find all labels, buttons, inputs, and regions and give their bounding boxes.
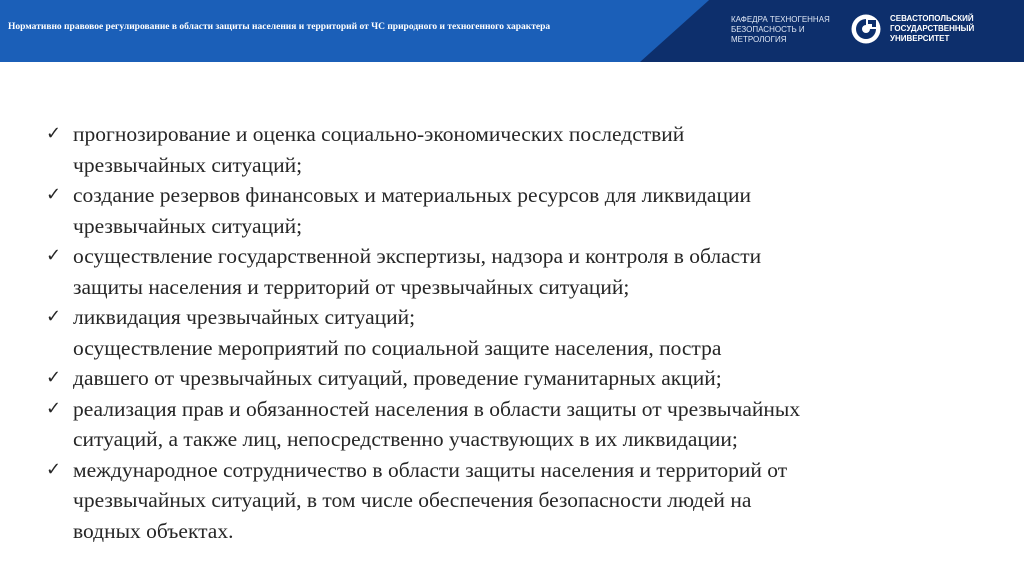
list-item-line: давшего от чрезвычайных ситуаций, проведение гуманитарных акций; — [73, 366, 722, 390]
list-item — [46, 455, 1006, 547]
department-line: КАФЕДРА ТЕХНОГЕННАЯ — [731, 15, 830, 24]
checkmark-icon: ✓ — [46, 306, 62, 327]
department-name — [731, 15, 830, 45]
list-item-text — [73, 394, 1006, 455]
department-line: БЕЗОПАСНОСТЬ И — [731, 25, 805, 34]
list-item-text — [73, 241, 1006, 302]
list-item-text — [73, 455, 1006, 547]
list-item-line: прогнозирование и оценка социально-экономических последствий — [73, 122, 685, 146]
checkmark-icon: ✓ — [46, 367, 62, 388]
checkmark-icon: ✓ — [46, 245, 62, 266]
list-item-text — [73, 119, 1006, 180]
list-item-line: чрезвычайных ситуаций; — [73, 152, 303, 177]
list-item-line: осуществление мероприятий по социальной защите населения, постра — [73, 335, 722, 360]
checkmark-icon: ✓ — [46, 397, 62, 419]
university-line: ГОСУДАРСТВЕННЫЙ — [890, 24, 975, 33]
header-title: Нормативно правовое регулирование в области защиты населения и территорий от ЧС природного и техногенного характера — [8, 22, 551, 32]
department-line: МЕТРОЛОГИЯ — [731, 35, 787, 44]
list-item-line: создание резервов финансовых и материальных ресурсов для ликвидации — [73, 183, 751, 207]
checkmark-icon: ✓ — [46, 458, 62, 480]
list-item — [46, 302, 1006, 363]
header-bar — [0, 0, 1024, 62]
list-item-line: ликвидация чрезвычайных ситуаций; — [73, 305, 416, 329]
list-item — [46, 394, 1006, 455]
university-line: СЕВАСТОПОЛЬСКИЙ — [890, 14, 974, 23]
checkmark-icon: ✓ — [46, 184, 62, 205]
list-item-line: международное сотрудничество в области защиты населения и территорий от — [73, 457, 788, 482]
list-item-line: чрезвычайных ситуаций, в том числе обеспечения безопасности людей на — [73, 488, 752, 512]
university-line: УНИВЕРСИТЕТ — [890, 34, 950, 43]
university-logo-icon — [851, 14, 881, 44]
list-item-line: осуществление государственной экспертизы, надзора и контроля в области — [73, 244, 762, 268]
list-item-line: ситуаций, а также лиц, непосредственно участвующих в их ликвидации; — [73, 427, 738, 451]
list-item-line: чрезвычайных ситуаций; — [73, 213, 303, 238]
bullet-list — [46, 119, 1006, 546]
list-item-text — [73, 302, 1006, 363]
list-item-line: защиты населения и территорий от чрезвычайных ситуаций; — [73, 274, 630, 299]
list-item-line: реализация прав и обязанностей населения в области защиты от чрезвычайных — [73, 396, 801, 421]
list-item — [46, 180, 1006, 241]
university-name — [890, 14, 974, 44]
list-item — [46, 363, 1006, 394]
list-item-text — [73, 180, 1006, 241]
checkmark-icon: ✓ — [46, 123, 62, 144]
list-item-text — [73, 363, 1006, 394]
list-item-line: водных объектах. — [73, 518, 234, 543]
list-item — [46, 241, 1006, 302]
list-item — [46, 119, 1006, 180]
